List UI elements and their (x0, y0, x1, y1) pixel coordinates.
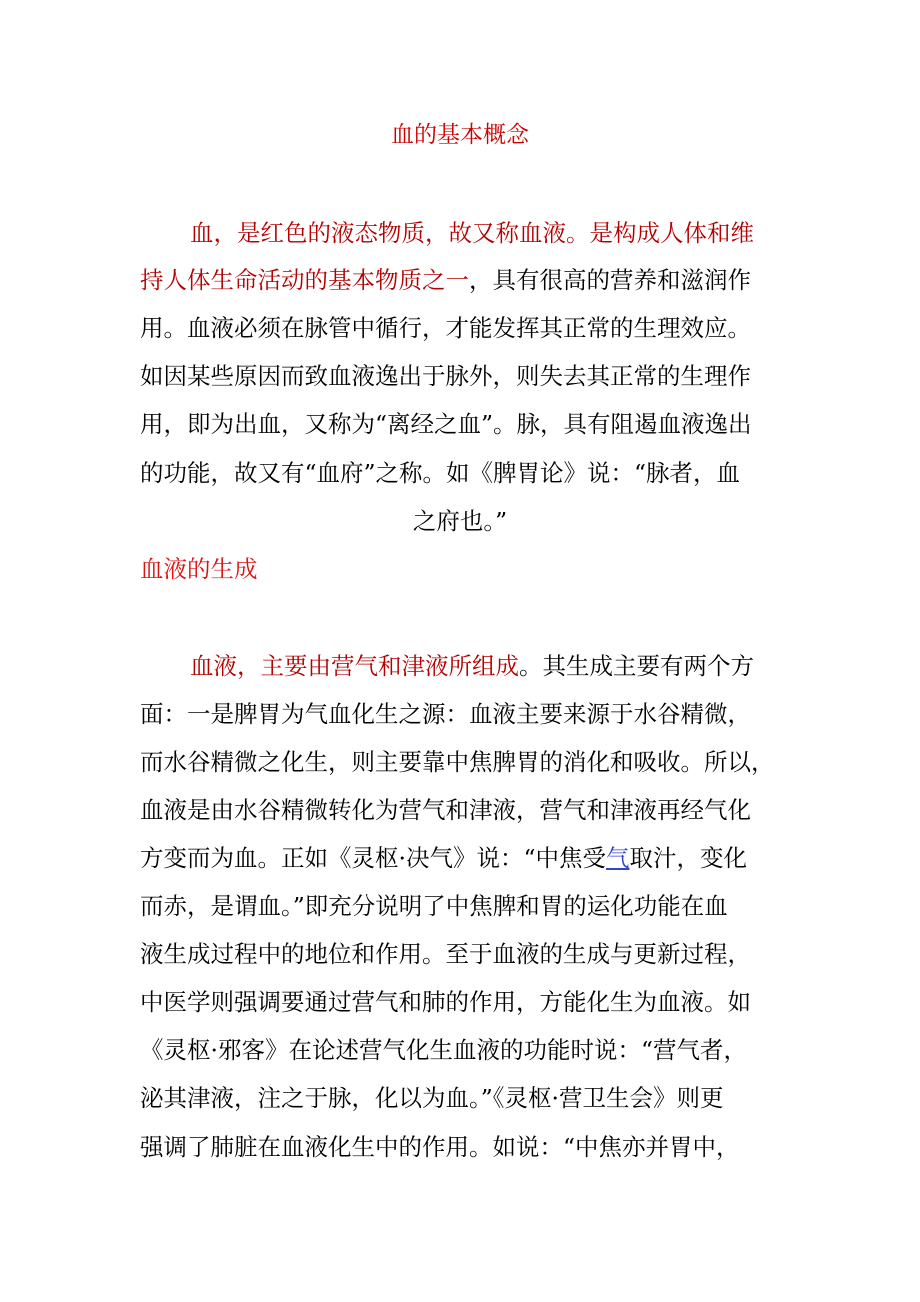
paragraph-line: 而水谷精微之化生，则主要靠中焦脾胃的消化和吸收。所以， (140, 748, 775, 776)
paragraph-line: 用，即为出血，又称为“离经之血”。脉，具有阻遏血液逸出 (140, 410, 752, 438)
paragraph-line (190, 646, 754, 686)
paragraph-line: 的功能，故又有“血府”之称。如《脾胃论》说：“脉者，血 (140, 459, 741, 487)
body-text: 。其生成主要有两个方 (519, 652, 754, 680)
emphasis-text: 持人体生命活动的基本物质之一 (140, 266, 469, 294)
body-text: ，具有很高的营养和滋润作 (469, 266, 751, 294)
paragraph-line: 中医学则强调要通过营气和肺的作用，方能化生为血液。如 (140, 988, 751, 1016)
paragraph-line: 用。血液必须在脉管中循行，才能发挥其正常的生理效应。 (140, 314, 751, 342)
paragraph-line (140, 260, 751, 300)
body-text: 取汁，变化 (629, 844, 747, 872)
paragraph-line: 面：一是脾胃为气血化生之源：血液主要来源于水谷精微， (140, 700, 751, 728)
paragraph-line: 血液是由水谷精微转化为营气和津液，营气和津液再经气化 (140, 796, 751, 824)
body-text: 方变而为血。正如《灵枢·决气》说：“中焦受 (140, 844, 606, 872)
emphasis-text: 血液，主要由营气和津液所组成 (190, 652, 519, 680)
paragraph-line (140, 838, 747, 878)
paragraph-line: 而赤，是谓血。”即充分说明了中焦脾和胃的运化功能在血 (140, 892, 728, 920)
paragraph-line: 液生成过程中的地位和作用。至于血液的生成与更新过程， (140, 940, 751, 968)
emphasis-text: 血，是红色的液态物质，故又称血液。是构成人体和维 (190, 219, 754, 247)
section-heading: 血液的生成 (140, 555, 258, 583)
paragraph-line: 《灵枢·邪客》在论述营气化生血液的功能时说：“营气者， (140, 1036, 747, 1064)
paragraph-line: 强调了肺脏在血液化生中的作用。如说：“中焦亦并胃中， (140, 1133, 740, 1161)
paragraph-line: 泌其津液，注之于脉，化以为血。”《灵枢·营卫生会》则更 (140, 1084, 724, 1112)
qi-link[interactable]: 气 (605, 844, 630, 872)
paragraph-line (190, 213, 754, 253)
paragraph-line: 如因某些原因而致血液逸出于脉外，则失去其正常的生理作 (140, 362, 751, 390)
page-title: 血的基本概念 (391, 122, 529, 148)
paragraph-line: 之府也。” (412, 507, 508, 535)
